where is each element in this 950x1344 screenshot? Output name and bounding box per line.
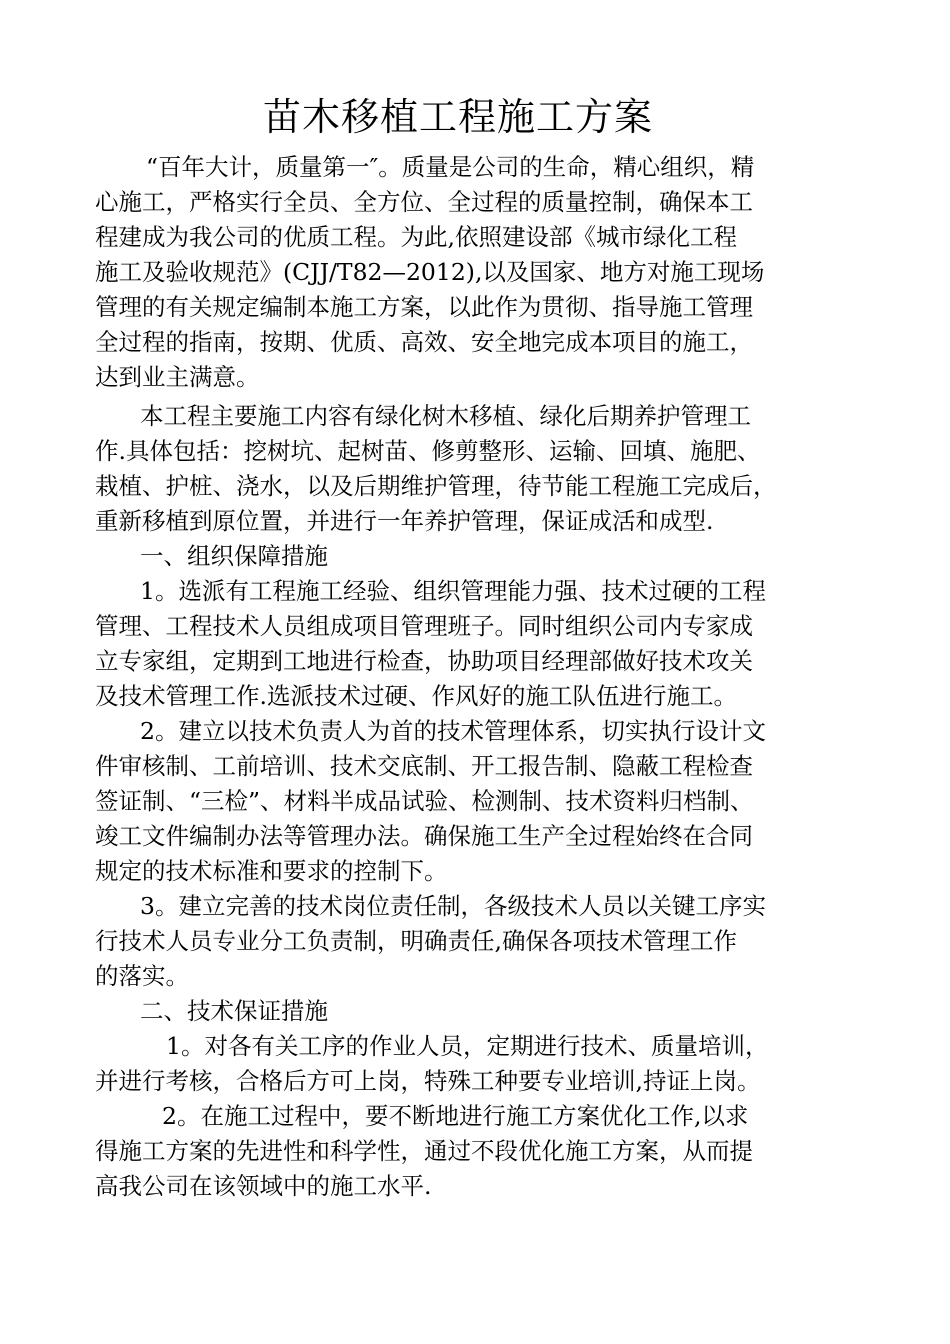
text-line: 2。建立以技术负责人为首的技术管理体系，切实执行设计文	[140, 717, 766, 745]
text-line: 施工及验收规范》(CJJ/T82—2012),以及国家、地方对施工现场	[95, 258, 765, 286]
text-line: 的落实。	[95, 962, 189, 990]
text-line: 管理的有关规定编制本施工方案，以此作为贯彻、指导施工管理	[95, 293, 753, 321]
text-line: 立专家组，定期到工地进行检查，协助项目经理部做好技术攻关	[95, 647, 753, 675]
text-line: 行技术人员专业分工负责制，明确责任,确保各项技术管理工作	[95, 927, 737, 955]
text-line: 重新移植到原位置，并进行一年养护管理，保证成活和成型.	[95, 507, 714, 535]
text-line: 程建成为我公司的优质工程。为此,依照建设部《城市绿化工程	[95, 223, 737, 251]
text-line: 3。建立完善的技术岗位责任制，各级技术人员以关键工序实	[140, 892, 766, 920]
text-line: 及技术管理工作.选派技术过硬、作风好的施工队伍进行施工。	[95, 682, 737, 710]
page-title: 苗木移植工程施工方案	[262, 95, 653, 139]
text-line: 件审核制、工前培训、技术交底制、开工报告制、隐蔽工程检查	[95, 752, 753, 780]
text-line: 本工程主要施工内容有绿化树木移植、绿化后期养护管理工	[140, 402, 751, 430]
text-line: 栽植、护桩、浇水，以及后期维护管理，待节能工程施工完成后，	[95, 472, 777, 500]
text-line: 1。对各有关工序的作业人员，定期进行技术、质量培训，	[166, 1032, 769, 1060]
text-line: 2。在施工过程中，要不断地进行施工方案优化工作,以求	[162, 1102, 749, 1130]
text-line: “百年大计，质量第一″。质量是公司的生命，精心组织，精	[146, 153, 755, 181]
text-line: 竣工文件编制办法等管理办法。确保施工生产全过程始终在合同	[95, 822, 753, 850]
text-line: 规定的技术标准和要求的控制下。	[95, 857, 448, 885]
text-line: 签证制、“三检”、材料半成品试验、检测制、技术资料归档制、	[95, 787, 754, 815]
section-heading: 二、技术保证措施	[140, 997, 328, 1025]
text-line: 达到业主满意。	[95, 363, 260, 391]
text-line: 高我公司在该领域中的施工水平.	[95, 1172, 432, 1200]
section-heading: 一、组织保障措施	[140, 542, 328, 570]
text-line: 全过程的指南，按期、优质、高效、安全地完成本项目的施工，	[95, 328, 753, 356]
text-line: 并进行考核，合格后方可上岗，特殊工种要专业培训,持证上岗。	[95, 1067, 761, 1095]
text-line: 得施工方案的先进性和科学性，通过不段优化施工方案，从而提	[95, 1137, 753, 1165]
text-line: 作.具体包括：挖树坑、起树苗、修剪整形、运输、回填、施肥、	[95, 437, 761, 465]
text-line: 心施工，严格实行全员、全方位、全过程的质量控制，确保本工	[95, 188, 753, 216]
text-line: 管理、工程技术人员组成项目管理班子。同时组织公司内专家成	[95, 612, 753, 640]
text-line: 1。选派有工程施工经验、组织管理能力强、技术过硬的工程	[140, 577, 766, 605]
